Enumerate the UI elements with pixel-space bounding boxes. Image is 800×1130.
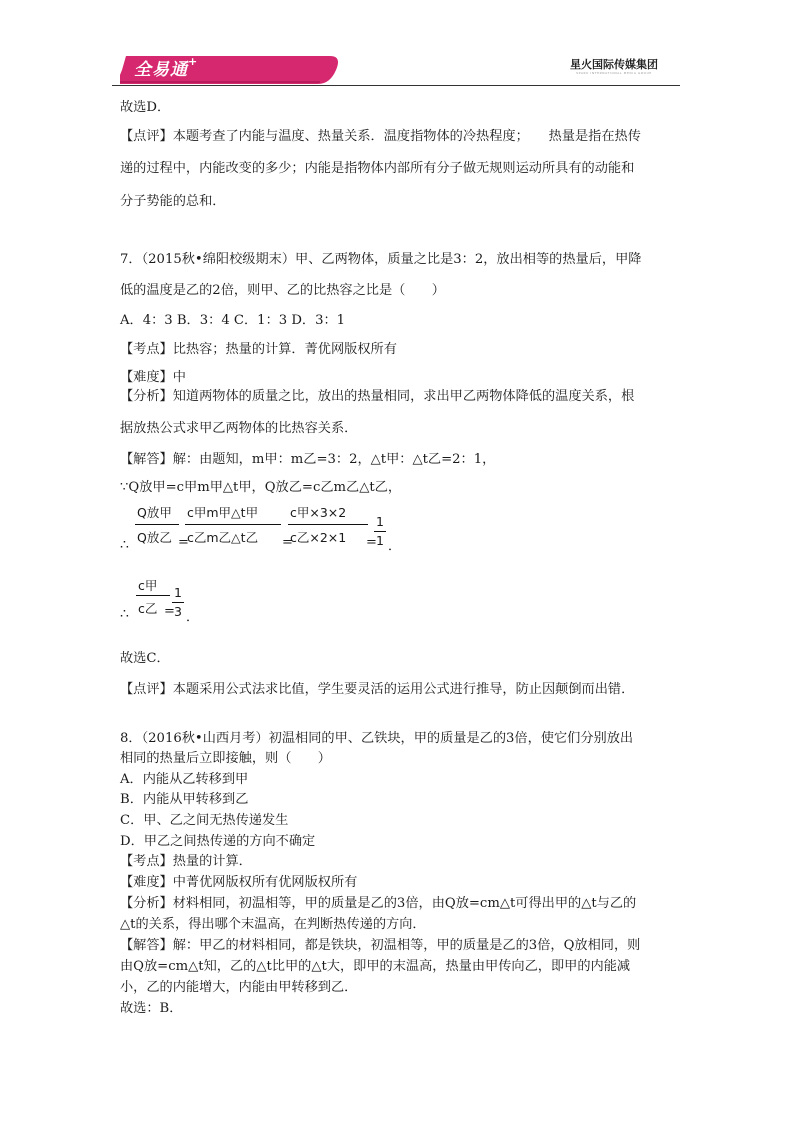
- q8-stem-line-2: 相同的热量后立即接触，则（ ）: [120, 751, 331, 766]
- fraction-denominator: 3: [174, 604, 182, 619]
- fraction-bar: [136, 595, 170, 596]
- fraction-numerator: Q放甲: [137, 505, 172, 520]
- fraction-numerator: c甲m甲△t甲: [187, 505, 259, 520]
- fraction-substituted: [288, 503, 370, 553]
- q8-solution-line-1: 【解答】解：甲乙的材料相同，都是铁块，初温相等，甲的质量是乙的3倍，Q放相同，则: [120, 938, 641, 953]
- q7-solution-line-1: 【解答】解：由题知，m甲：m乙=3：2，△t甲：△t乙=2：1，: [120, 452, 496, 467]
- page-header: [112, 52, 680, 88]
- q8-analysis-line-1: 【分析】材料相同，初温相等，甲的质量是乙的3倍，由Q放=cm△t可得出甲的△t与乙的: [120, 896, 637, 911]
- period: ．: [388, 539, 402, 554]
- therefore-symbol: ∴: [120, 537, 129, 553]
- period: ．: [186, 610, 200, 625]
- q7-options: A．4：3 B．3：4 C．1：3 D．3：1: [120, 313, 346, 328]
- q7-solution-line-2: ∵Q放甲=c甲m甲△t甲，Q放乙=c乙m乙△t乙，: [120, 480, 402, 495]
- fraction-numerator: 1: [174, 585, 182, 600]
- fraction-bar: [185, 524, 281, 525]
- header-rule: [112, 85, 680, 86]
- q7-answer: 故选C．: [120, 651, 170, 666]
- fraction-denominator: c乙m乙△t乙: [187, 530, 259, 545]
- q6-answer: 故选D．: [120, 100, 171, 115]
- logo-text: 全易通+: [134, 55, 199, 80]
- fraction-q-ratio: [135, 503, 179, 553]
- q8-option-b: B．内能从甲转移到乙: [120, 792, 249, 807]
- q8-solution-line-2: 由Q放=cm△t知，乙的△t比甲的△t大，即甲的末温高，热量由甲传向乙，即甲的内能减: [120, 959, 631, 974]
- fraction-bar: [374, 531, 386, 532]
- q7-stem-line-2: 低的温度是乙的2倍，则甲、乙的比热容之比是（ ）: [120, 283, 445, 298]
- fraction-numerator: 1: [376, 514, 384, 529]
- q7-stem-line-1: 7．（2015秋•绵阳校级期末）甲、乙两物体，质量之比是3：2，放出相等的热量后，甲降: [120, 252, 642, 267]
- brand-name: 星火国际传媒集团 SPARK INTERNATIONAL MEDIA GROUP: [570, 58, 658, 75]
- fraction-bar: [172, 602, 184, 603]
- q7-analysis-line-1: 【分析】知道两物体的质量之比，放出的热量相同，求出甲乙两物体降低的温度关系，根: [120, 389, 635, 404]
- q8-option-a: A．内能从乙转移到甲: [120, 772, 249, 787]
- fraction-formula-ratio: [185, 503, 283, 553]
- equals-sign: =: [164, 604, 175, 619]
- q7-analysis-line-2: 据放热公式求甲乙两物体的比热容关系．: [120, 421, 358, 436]
- fraction-numerator: c甲×3×2: [290, 505, 347, 520]
- brand-subtitle: SPARK INTERNATIONAL MEDIA GROUP: [576, 71, 652, 75]
- fraction-denominator: c乙: [138, 601, 158, 616]
- q8-stem-line-1: 8．（2016秋•山西月考）初温相同的甲、乙铁块，甲的质量是乙的3倍，使它们分别放出: [120, 731, 634, 746]
- fraction-one-third: [172, 585, 186, 625]
- q8-solution-line-3: 小，乙的内能增大，内能由甲转移到乙．: [120, 980, 358, 995]
- q6-review-line-3: 分子势能的总和．: [120, 194, 226, 209]
- q8-answer: 故选：B．: [120, 1001, 183, 1016]
- fraction-denominator: 1: [376, 533, 384, 548]
- fraction-bar: [135, 524, 179, 525]
- q8-option-c: C．甲、乙之间无热传递发生: [120, 813, 289, 828]
- equals-sign: =: [282, 535, 293, 550]
- fraction-one-one: [374, 514, 388, 554]
- fraction-denominator: Q放乙: [137, 530, 172, 545]
- fraction-bar: [288, 524, 368, 525]
- fraction-numerator: c甲: [138, 578, 158, 593]
- equals-sign: =: [366, 535, 377, 550]
- q8-difficulty: 【难度】中菁优网版权所有优网版权所有: [120, 875, 358, 890]
- q8-option-d: D．甲乙之间热传递的方向不确定: [120, 834, 316, 849]
- fraction-denominator: c乙×2×1: [290, 530, 347, 545]
- q8-point: 【考点】热量的计算．: [120, 854, 252, 869]
- q7-point: 【考点】比热容；热量的计算．菁优网版权所有: [120, 342, 397, 357]
- q7-difficulty: 【难度】中: [120, 370, 186, 385]
- q7-review: 【点评】本题采用公式法求比值，学生要灵活的运用公式进行推导，防止因颠倒而出错．: [120, 682, 635, 697]
- equals-sign: =: [178, 535, 189, 550]
- q6-review-line-1: 【点评】本题考查了内能与温度、热量关系．温度指物体的冷热程度； 热量是指在热传: [120, 129, 641, 144]
- therefore-symbol: ∴: [120, 606, 129, 622]
- q6-review-line-2: 递的过程中，内能改变的多少；内能是指物体内部所有分子做无规则运动所具有的动能和: [120, 161, 635, 176]
- q8-analysis-line-2: △t的关系，得出哪个末温高，在判断热传递的方向．: [120, 917, 426, 932]
